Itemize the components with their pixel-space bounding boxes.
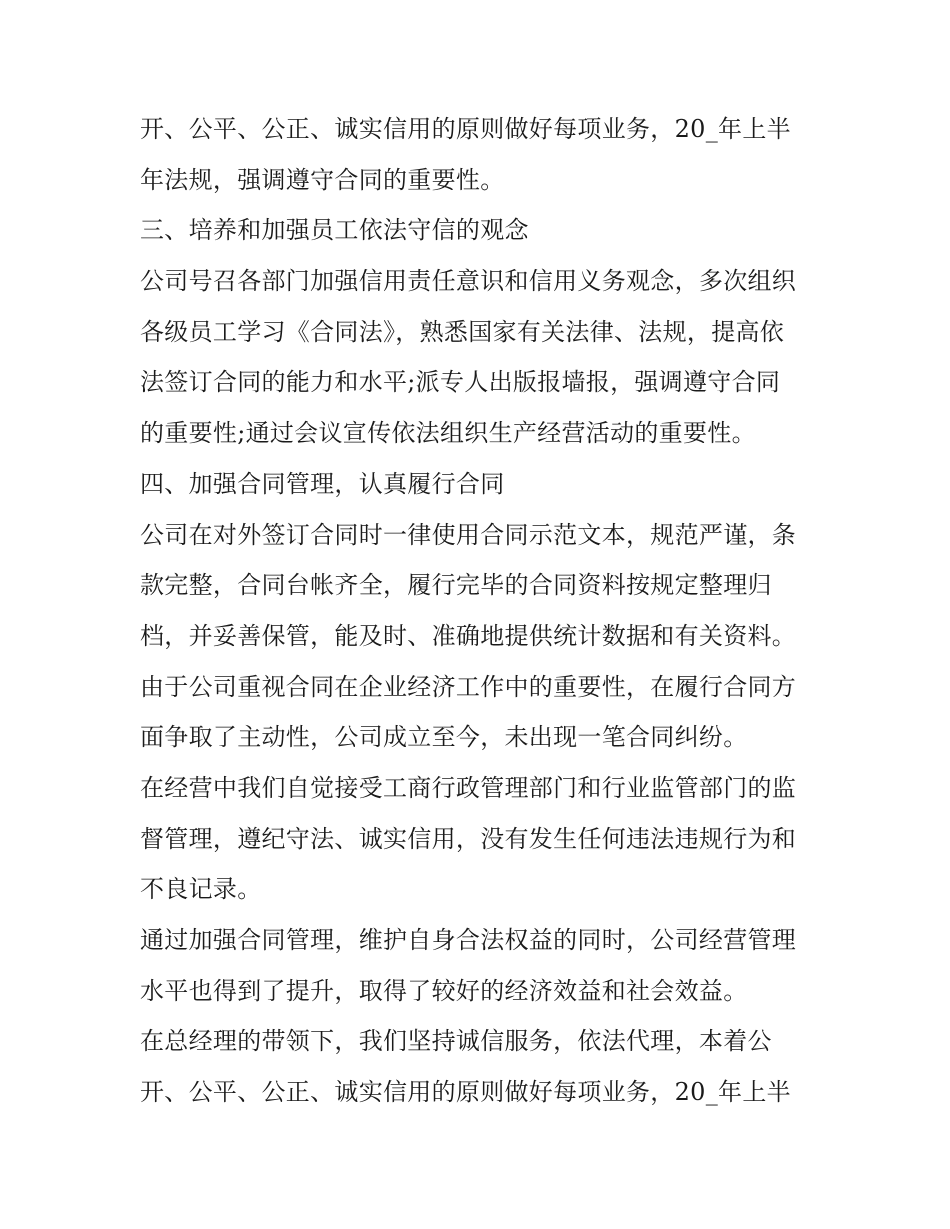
- text-line: 各级员工学习《合同法》，熟悉国家有关法律、法规，提高依: [140, 317, 785, 346]
- text-line: 由于公司重视合同在企业经济工作中的重要性，在履行合同方: [140, 672, 797, 701]
- section-heading: 三、培养和加强员工依法守信的观念: [140, 216, 529, 245]
- text-line: 通过加强合同管理，维护自身合法权益的同时，公司经营管理: [140, 926, 797, 954]
- text-line: 开、公平、公正、诚实信用的原则做好每项业务，20_年上半: [140, 1078, 791, 1107]
- text-line: 在总经理的带领下，我们坚持诚信服务，依法代理，本着公: [140, 1027, 772, 1056]
- text-line: 水平也得到了提升，取得了较好的经济效益和社会效益。: [140, 976, 748, 1005]
- document-body: [140, 104, 830, 1118]
- text-line: 法签订合同的能力和水平;派专人出版报墙报，强调遵守合同: [140, 368, 781, 397]
- text-line: 督管理，遵纪守法、诚实信用，没有发生任何违法违规行为和: [140, 824, 797, 853]
- text-line: 不良记录。: [140, 875, 262, 904]
- text-line: 的重要性;通过会议宣传依法组织生产经营活动的重要性。: [140, 419, 756, 448]
- text-line: 公司在对外签订合同时一律使用合同示范文本，规范严谨，条: [140, 520, 797, 549]
- text-line: 档，并妥善保管，能及时、准确地提供统计数据和有关资料。: [140, 621, 797, 650]
- text-line: 年法规，强调遵守合同的重要性。: [140, 165, 505, 194]
- text-line: 公司号召各部门加强信用责任意识和信用义务观念，多次组织: [140, 267, 797, 296]
- text-line: 款完整，合同台帐齐全，履行完毕的合同资料按规定整理归: [140, 571, 772, 600]
- text-line: 面争取了主动性，公司成立至今，未出现一笔合同纠纷。: [140, 723, 748, 752]
- section-heading: 四、加强合同管理，认真履行合同: [140, 469, 505, 498]
- text-line: 开、公平、公正、诚实信用的原则做好每项业务，20_年上半: [140, 115, 791, 143]
- text-line: 在经营中我们自觉接受工商行政管理部门和行业监管部门的监: [140, 773, 797, 802]
